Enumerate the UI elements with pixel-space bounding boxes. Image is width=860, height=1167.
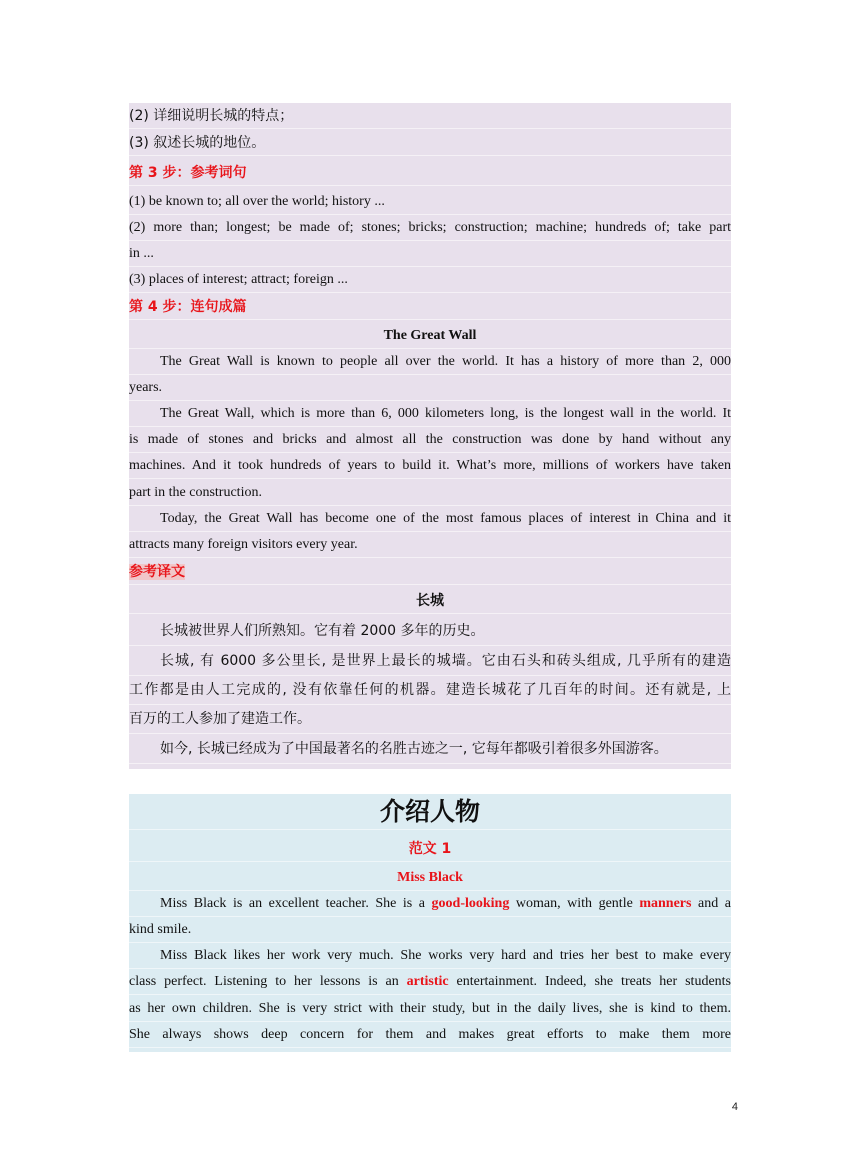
step4-heading: 第 4 步：连句成篇 — [129, 294, 731, 320]
translation-title: 长城 — [129, 588, 731, 614]
reference-phrase-3: (3) places of interest; attract; foreign ... — [129, 267, 731, 293]
essay-line: The Great Wall is known to people all over the world. It has a history of more than 2, 000 — [129, 349, 731, 375]
reference-phrase-1: (1) be known to; all over the world; history ... — [129, 189, 731, 215]
section-title: 介绍人物 — [129, 794, 731, 830]
translation-line: 长城被世界人们所熟知。它有着 2000 多年的历史。 — [129, 617, 731, 646]
essay-line: class perfect. Listening to her lessons is an artistic entertainment. Indeed, she treats her students — [129, 969, 731, 995]
translation-line: 如今, 长城已经成为了中国最著名的名胜古迹之一, 它每年都吸引着很多外国游客。 — [129, 734, 731, 764]
essay-line: kind smile. — [129, 917, 731, 943]
essay-line: Today, the Great Wall has become one of the most famous places of interest in China and it — [129, 506, 731, 532]
translation-heading: 参考译文 — [129, 559, 731, 585]
page-number: 4 — [731, 1101, 738, 1113]
translation-line: 长城, 有 6000 多公里长, 是世界上最长的城墙。它由石头和砖头组成, 几乎所有的建造 — [129, 647, 731, 676]
essay-line: The Great Wall, which is more than 6, 000 kilometers long, is the longest wall in the world. It — [129, 401, 731, 427]
translation-line: 工作都是由人工完成的, 没有依靠任何的机器。建造长城花了几百年的时间。还有就是, 上 — [129, 676, 731, 705]
essay-line: She always shows deep concern for them and makes great efforts to make them more — [129, 1022, 731, 1048]
essay-title: The Great Wall — [129, 323, 731, 349]
sample-label: 范文 1 — [129, 836, 731, 862]
essay-line: part in the construction. — [129, 480, 731, 506]
essay-line: as her own children. She is very strict with their study, but in the daily lives, she is kind to them. — [129, 996, 731, 1022]
essay-line: Miss Black is an excellent teacher. She is a good-looking woman, with gentle manners and a — [129, 891, 731, 917]
step-item-2: (2) 详细说明长城的特点； — [129, 103, 731, 129]
essay-line: machines. And it took hundreds of years to build it. What’s more, millions of workers have taken — [129, 453, 731, 479]
reference-phrase-2: (2) more than; longest; be made of; stones; bricks; construction; machine; hundreds of; take part — [129, 215, 731, 241]
step-item-3: (3) 叙述长城的地位。 — [129, 130, 731, 156]
step3-heading: 第 3 步：参考词句 — [129, 160, 731, 186]
essay-line: years. — [129, 375, 731, 401]
essay-title: Miss Black — [129, 865, 731, 891]
reference-phrase-2-cont: in ... — [129, 241, 731, 267]
essay-line: is made of stones and bricks and almost all the construction was done by hand without any — [129, 427, 731, 453]
translation-line: 百万的工人参加了建造工作。 — [129, 705, 731, 734]
essay-line: Miss Black likes her work very much. She works very hard and tries her best to make every — [129, 943, 731, 969]
essay-line: attracts many foreign visitors every year. — [129, 532, 731, 558]
